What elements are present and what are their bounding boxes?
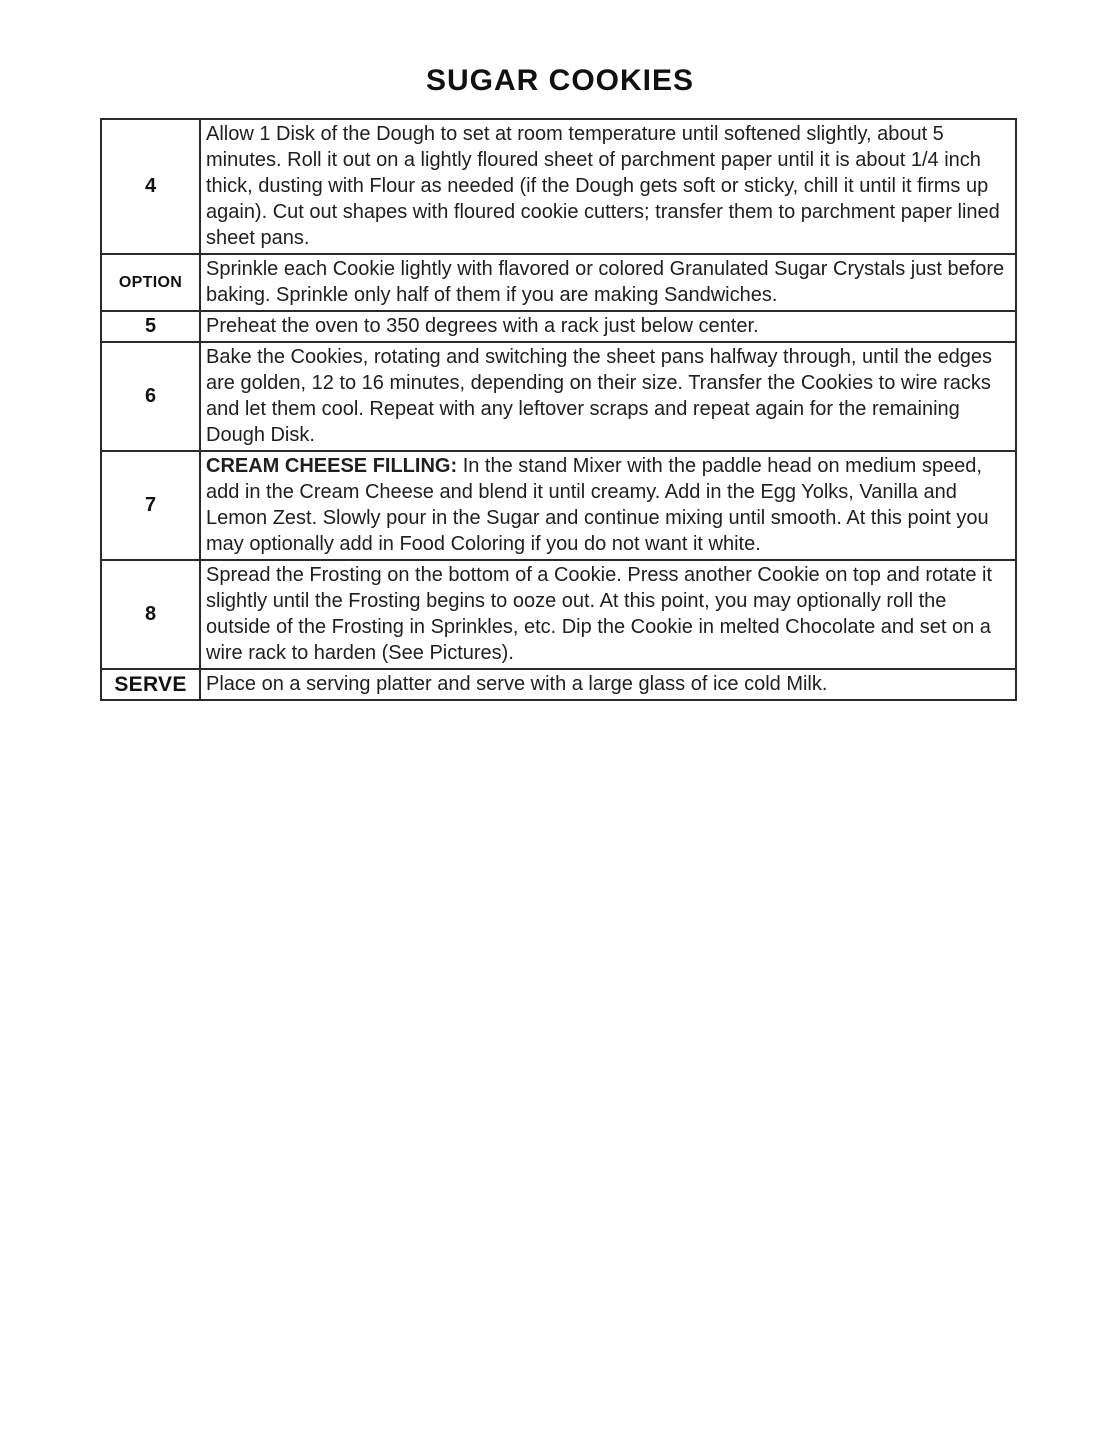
step-label: OPTION — [101, 254, 200, 311]
step-text: In the stand Mixer with the paddle head on medium speed, add in the Cream Cheese and blend it until creamy. Add in the Egg Yolks, Vanilla and Lemon Zest. Slowly pour in the Sugar and continue mixing until smooth. At this point you may optionally add in Food Coloring if you do not want it white. — [206, 455, 989, 555]
step-text: Sprinkle each Cookie lightly with flavored or colored Granulated Sugar Crystals just before baking. Sprinkle only half of them if you are making Sandwiches. — [206, 258, 1005, 306]
step-instructions — [200, 254, 1016, 311]
step-instructions — [200, 342, 1016, 451]
recipe-steps-table — [100, 118, 1017, 701]
step-label: 4 — [101, 119, 200, 254]
step-text: Place on a serving platter and serve with a large glass of ice cold Milk. — [206, 673, 828, 695]
step-row-7 — [101, 451, 1016, 560]
step-instructions — [200, 451, 1016, 560]
step-label: 8 — [101, 560, 200, 669]
step-row-serve — [101, 669, 1016, 700]
step-instructions — [200, 311, 1016, 342]
step-row-option — [101, 254, 1016, 311]
step-row-6 — [101, 342, 1016, 451]
step-text: Allow 1 Disk of the Dough to set at room temperature until softened slightly, about 5 minutes. Roll it out on a lightly floured sheet of parchment paper until it is about 1/4 inch thick, dusting with Flour as needed (if the Dough gets soft or sticky, chill it until it firms up again). Cut out shapes with floured cookie cutters; transfer them to parchment paper lined sheet pans. — [206, 123, 1000, 249]
step-text: Bake the Cookies, rotating and switching the sheet pans halfway through, until the edges are golden, 12 to 16 minutes, depending on their size. Transfer the Cookies to wire racks and let them cool. Repeat with any leftover scraps and repeat again for the remaining Dough Disk. — [206, 346, 993, 446]
step-row-8 — [101, 560, 1016, 669]
step-label: SERVE — [101, 669, 200, 700]
step-text: Spread the Frosting on the bottom of a Cookie. Press another Cookie on top and rotate it slightly until the Frosting begins to ooze out. At this point, you may optionally roll the outside of the Frosting in Sprinkles, etc. Dip the Cookie in melted Chocolate and set on a wire rack to harden (See Pictures). — [206, 564, 993, 664]
step-bold-lead: CREAM CHEESE FILLING: — [206, 455, 458, 477]
step-row-5 — [101, 311, 1016, 342]
step-label: 6 — [101, 342, 200, 451]
step-label: 7 — [101, 451, 200, 560]
step-instructions — [200, 669, 1016, 700]
page-title: SUGAR COOKIES — [425, 64, 695, 97]
step-instructions — [200, 119, 1016, 254]
step-instructions — [200, 560, 1016, 669]
step-label: 5 — [101, 311, 200, 342]
step-text: Preheat the oven to 350 degrees with a rack just below center. — [206, 315, 759, 337]
step-row-4 — [101, 119, 1016, 254]
